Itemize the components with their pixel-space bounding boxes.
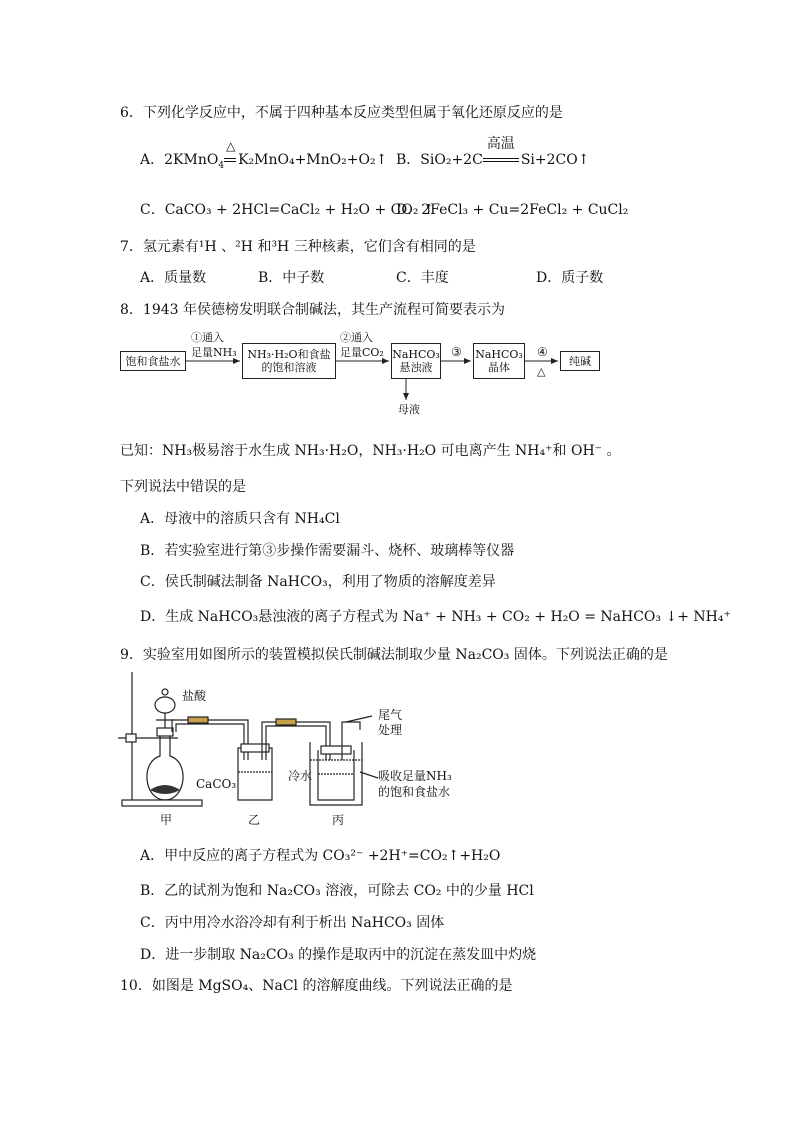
- label-cold-water: 冷水: [288, 769, 313, 783]
- label-caco3: CaCO₃: [196, 777, 237, 791]
- flow-box-ammonia-brine: [242, 343, 336, 379]
- label-acid: 盐酸: [182, 689, 207, 703]
- q8-option-b: B．若实验室进行第③步操作需要漏斗、烧杯、玻璃棒等仪器: [140, 543, 515, 559]
- q6-stem: 6．下列化学反应中，不属于四种基本反应类型但属于氧化还原反应的是: [120, 105, 563, 121]
- label-jia: 甲: [160, 813, 173, 827]
- separatory-funnel: [155, 697, 175, 713]
- q8-ask: 下列说法中错误的是: [120, 479, 246, 495]
- flow-step1-top: ①通入: [191, 331, 224, 344]
- flow-box-soda: 纯碱: [560, 351, 600, 371]
- label-bing: 丙: [332, 813, 345, 827]
- q7-option-d: D．质子数: [536, 270, 604, 286]
- q8-option-c: C．侯氏制碱法制备 NaHCO₃，利用了物质的溶解度差异: [140, 574, 496, 590]
- q6-option-a-condition: △: [226, 139, 236, 153]
- label-absorb-1: 吸收足量NH₃: [378, 769, 452, 783]
- q6-option-a-left: 2KMnO: [164, 152, 219, 168]
- flow-box4-line2: 晶体: [488, 361, 510, 374]
- q7-option-c: C．丰度: [396, 270, 449, 286]
- bottle-yi: [238, 748, 272, 800]
- q7-option-a: A．质量数: [140, 270, 207, 286]
- flow-box2-line2: 的饱和溶液: [261, 361, 317, 374]
- flask-jia: [147, 730, 183, 800]
- label-yi: 乙: [248, 813, 261, 827]
- q6-option-b-prefix: B．: [396, 152, 421, 168]
- q9-option-a: A．甲中反应的离子方程式为 CO₃²⁻ +2H⁺=CO₂↑+H₂O: [140, 848, 501, 864]
- rubber-tube-1: [188, 717, 208, 723]
- q8-option-a: A．母液中的溶质只含有 NH₄Cl: [140, 511, 340, 527]
- beaker-bing: [310, 742, 362, 805]
- q9-stem: 9．实验室用如图所示的装置模拟侯氏制碱法制取少量 Na₂CO₃ 固体。下列说法正确的是: [120, 647, 668, 663]
- q6-option-a-right: K₂MnO₄+MnO₂+O₂↑: [238, 152, 388, 168]
- rubber-tube-2: [276, 719, 296, 725]
- flow-step2-bottom: 足量CO₂: [340, 346, 384, 359]
- flow-box2-line1: NH₃·H₂O和食盐: [247, 348, 331, 361]
- q10-stem: 10．如图是 MgSO₄、NaCl 的溶解度曲线。下列说法正确的是: [120, 978, 513, 994]
- flow-box3-line2: 悬浊液: [399, 361, 433, 374]
- q8-option-d: D．生成 NaHCO₃悬浊液的离子方程式为 Na⁺ + NH₃ + CO₂ + H₂O = NaHCO₃ ↓+ NH₄⁺: [140, 609, 731, 625]
- flow-box-brine: 饱和食盐水: [120, 351, 186, 371]
- label-absorb-2: 的饱和食盐水: [378, 785, 451, 799]
- q6-option-a: A．2KMnO$_4$ △ K₂MnO₄+MnO₂+O₂↑: [140, 150, 387, 176]
- q6-option-c: C．CaCO₃ + 2HCl=CaCl₂ + H₂O + CO₂ ↑: [140, 202, 435, 218]
- q6-option-b-left: SiO₂+2C: [420, 152, 483, 168]
- label-tail-2: 处理: [378, 723, 403, 737]
- label-tail-1: 尾气: [378, 708, 403, 722]
- flow-step4-top: ④: [537, 345, 548, 359]
- q9-option-b: B．乙的试剂为饱和 Na₂CO₃ 溶液，可除去 CO₂ 中的少量 HCl: [140, 883, 534, 899]
- flow-box-crystal: [473, 343, 525, 379]
- flow-step3: ③: [451, 345, 462, 359]
- bottle-bing: [318, 750, 354, 800]
- q7-option-b: B．中子数: [258, 270, 325, 286]
- flow-step2-top: ②通入: [340, 331, 373, 344]
- q6-option-b-condition: 高温: [486, 136, 515, 152]
- flow-box-suspension: [391, 343, 441, 379]
- q8-stem: 8．1943 年侯德榜发明联合制碱法，其生产流程可简要表示为: [120, 302, 505, 318]
- q7-stem: 7．氢元素有¹H 、²H 和³H 三种核素，它们含有相同的是: [120, 239, 476, 255]
- q6-option-b-right: Si+2CO↑: [520, 152, 590, 168]
- q6-option-d: D．2FeCl₃ + Cu=2FeCl₂ + CuCl₂: [396, 202, 629, 218]
- stand-base: [122, 800, 202, 806]
- flow-step1-bottom: 足量NH₃: [191, 346, 237, 359]
- q6-option-b: [396, 136, 590, 170]
- flow-step4-bottom: △: [537, 365, 546, 378]
- q8-known: 已知：NH₃极易溶于水生成 NH₃·H₂O，NH₃·H₂O 可电离产生 NH₄⁺和 OH⁻ 。: [120, 443, 621, 459]
- q9-option-d: D．进一步制取 Na₂CO₃ 的操作是取丙中的沉淀在蒸发皿中灼烧: [140, 947, 537, 963]
- q9-option-c: C．丙中用冷水浴冷却有利于析出 NaHCO₃ 固体: [140, 915, 445, 931]
- flow-box3-line1: NaHCO₃: [392, 348, 440, 361]
- caco3-solid: [150, 785, 180, 794]
- flow-box4-line1: NaHCO₃: [475, 348, 523, 361]
- q6-option-a-prefix: A．: [140, 152, 165, 168]
- tube-1: [172, 720, 248, 760]
- flow-mother-liquor: 母液: [398, 403, 420, 416]
- tube-2: [262, 722, 330, 760]
